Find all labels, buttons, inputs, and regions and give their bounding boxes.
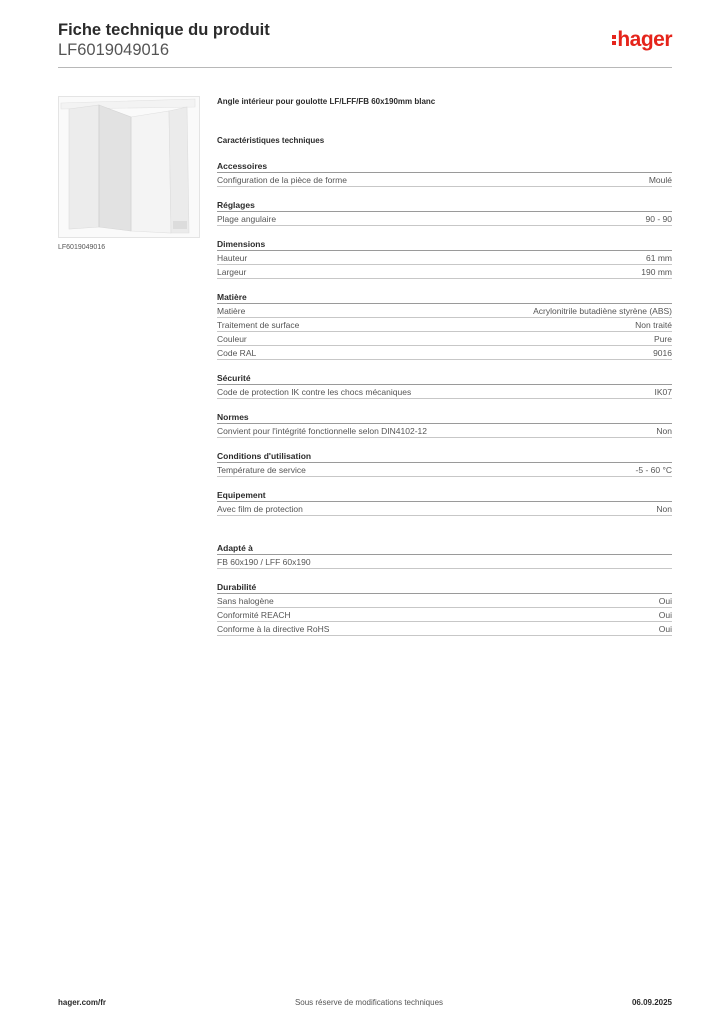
- spec-content: [217, 96, 672, 636]
- group-title: Adapté à: [217, 542, 672, 555]
- spec-label: Configuration de la pièce de forme: [217, 175, 347, 185]
- group-title: Equipement: [217, 489, 672, 502]
- spec-label: Hauteur: [217, 253, 248, 263]
- footer-date: 06.09.2025: [631, 998, 672, 1007]
- adapted-item: [217, 555, 672, 569]
- spec-row: [217, 346, 672, 360]
- spec-label: Couleur: [217, 334, 247, 344]
- spec-group: [217, 489, 672, 516]
- spec-value: Moulé: [648, 175, 672, 185]
- spec-label: Sans halogène: [217, 596, 274, 606]
- spec-row: [217, 318, 672, 332]
- corner-piece-illustration: [59, 97, 199, 237]
- logo-dots-icon: [612, 33, 616, 47]
- group-title: Matière: [217, 291, 672, 304]
- durability-rows: [217, 594, 672, 636]
- product-name: Angle intérieur pour goulotte LF/LFF/FB 60x190mm blanc: [217, 97, 436, 106]
- group-title: Accessoires: [217, 160, 672, 173]
- adapted-group: [217, 542, 672, 569]
- spec-value: Acrylonitrile butadiène styrène (ABS): [533, 306, 672, 316]
- footer-website-link[interactable]: hager.com/fr: [58, 998, 107, 1007]
- spec-row: [217, 502, 672, 516]
- spec-label: Matière: [217, 306, 246, 316]
- spec-groups: [217, 160, 672, 516]
- spec-value: Non: [656, 504, 672, 514]
- spec-value: 9016: [653, 348, 672, 358]
- spec-label: Convient pour l'intégrité fonctionnelle selon DIN4102-12: [217, 426, 428, 436]
- spec-group: [217, 238, 672, 279]
- spec-value: -5 - 60 °C: [635, 465, 672, 475]
- document-footer: [58, 998, 672, 1007]
- hager-logo: [612, 28, 672, 52]
- product-reference: LF6019049016: [58, 41, 170, 59]
- spec-label: Largeur: [217, 267, 247, 277]
- spec-value: Oui: [658, 624, 672, 634]
- spec-value: 61 mm: [646, 253, 672, 263]
- spec-row: [217, 622, 672, 636]
- spec-row: [217, 251, 672, 265]
- spec-label: Code de protection IK contre les chocs mécaniques: [217, 387, 412, 397]
- spec-value: IK07: [654, 387, 672, 397]
- spec-value: Oui: [658, 610, 672, 620]
- footer-notice: Sous réserve de modifications techniques: [294, 998, 444, 1007]
- logo-text: hager: [617, 28, 672, 51]
- group-title: Sécurité: [217, 372, 672, 385]
- spec-group: [217, 372, 672, 399]
- spacer: [217, 516, 672, 530]
- spec-row: [217, 304, 672, 318]
- spec-row: [217, 332, 672, 346]
- spacer: [217, 110, 672, 134]
- image-caption: LF6019049016: [58, 244, 106, 251]
- spec-value: Non: [656, 426, 672, 436]
- document-header: [58, 20, 672, 60]
- spec-label: Avec film de protection: [217, 504, 303, 514]
- spec-value: Oui: [658, 596, 672, 606]
- spec-label: Traitement de surface: [217, 320, 300, 330]
- spec-row: [217, 385, 672, 399]
- spec-label: Conforme à la directive RoHS: [217, 624, 330, 634]
- page-title: Fiche technique du produit: [58, 21, 270, 39]
- spec-label: Code RAL: [217, 348, 257, 358]
- durability-group: [217, 581, 672, 636]
- group-title: Conditions d'utilisation: [217, 450, 672, 463]
- section-heading: Caractéristiques techniques: [217, 136, 325, 145]
- header-divider: [58, 67, 672, 68]
- spec-row: [217, 594, 672, 608]
- spec-value: Non traité: [635, 320, 672, 330]
- product-image: [58, 96, 200, 238]
- spec-row: [217, 173, 672, 187]
- spec-label: Plage angulaire: [217, 214, 277, 224]
- spec-value: Pure: [654, 334, 672, 344]
- spec-group: [217, 291, 672, 360]
- adapted-label: FB 60x190 / LFF 60x190: [217, 557, 311, 567]
- spec-group: [217, 160, 672, 187]
- spec-group: [217, 411, 672, 438]
- group-title: Durabilité: [217, 581, 672, 594]
- spec-label: Température de service: [217, 465, 306, 475]
- spec-group: [217, 199, 672, 226]
- adapted-list: [217, 555, 672, 569]
- spec-row: [217, 608, 672, 622]
- spec-row: [217, 424, 672, 438]
- spec-row: [217, 265, 672, 279]
- group-title: Dimensions: [217, 238, 672, 251]
- group-title: Normes: [217, 411, 672, 424]
- spec-row: [217, 212, 672, 226]
- group-title: Réglages: [217, 199, 672, 212]
- spec-value: 90 - 90: [645, 214, 672, 224]
- spec-label: Conformité REACH: [217, 610, 291, 620]
- spec-value: 190 mm: [641, 267, 672, 277]
- spec-row: [217, 463, 672, 477]
- spec-group: [217, 450, 672, 477]
